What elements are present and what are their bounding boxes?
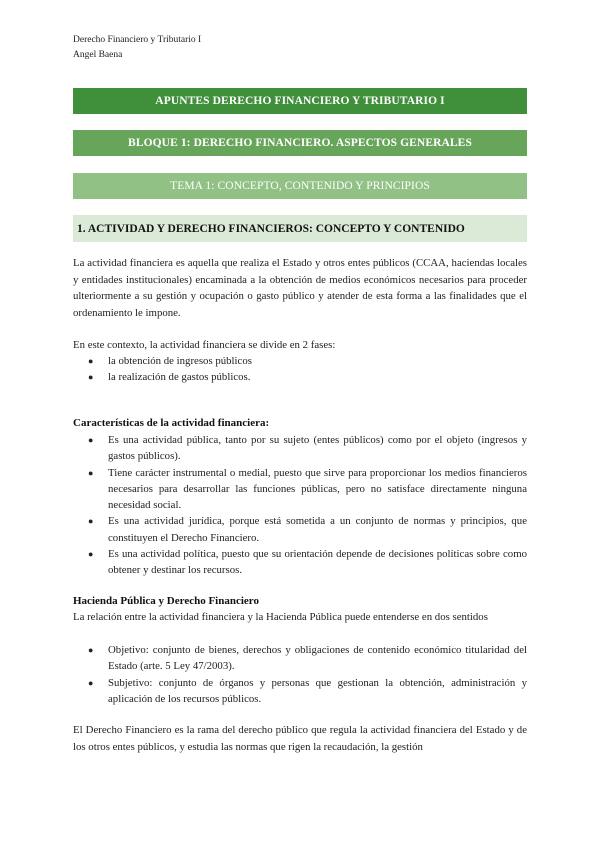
bullet-icon: ● [88, 372, 94, 383]
list-item: ● Objetivo: conjunto de bienes, derechos y obligaciones de contenido económico titularidad del Estado (arte. 5 Ley 47/2003). [88, 644, 527, 673]
hacienda-heading: Hacienda Pública y Derecho Financiero [73, 595, 259, 607]
context-paragraph: En este contexto, la actividad financiera se divide en 2 fases: [73, 339, 336, 351]
tema-banner: TEMA 1: CONCEPTO, CONTENIDO Y PRINCIPIOS [73, 173, 527, 199]
hacienda-senses-list [73, 642, 527, 707]
bullet-icon: ● [88, 435, 94, 445]
hacienda-paragraph: La relación entre la actividad financiera y la Hacienda Pública puede entenderse en dos sentidos [73, 611, 488, 623]
author-name: Angel Baena [73, 50, 123, 60]
characteristics-heading: Características de la actividad financiera: [73, 417, 270, 429]
list-item: ● Es una actividad jurídica, porque está sometida a un conjunto de normas y principios, que constituyen el Derecho Financiero. [88, 515, 527, 544]
phases-list [73, 353, 527, 386]
bloque-banner: BLOQUE 1: DERECHO FINANCIERO. ASPECTOS GENERALES [73, 130, 527, 156]
main-title-banner: APUNTES DERECHO FINANCIERO Y TRIBUTARIO I [73, 88, 527, 114]
section-title: 1. ACTIVIDAD Y DERECHO FINANCIEROS: CONCEPTO Y CONTENIDO [73, 215, 527, 242]
list-item: ● la obtención de ingresos públicos [73, 353, 527, 369]
course-name: Derecho Financiero y Tributario I [73, 35, 202, 45]
bullet-icon: ● [88, 467, 94, 478]
list-item: ● Tiene carácter instrumental o medial, puesto que sirve para proporcionar los medios financieros necesarios para desarrollar las funciones públicas, pero no satisface directamente ninguna necesidad social. [88, 466, 527, 512]
list-item: ● Es una actividad política, puesto que su orientación depende de decisiones políticas sobre como obtener y destinar los recursos. [88, 548, 527, 577]
bullet-icon: ● [88, 356, 94, 366]
characteristics-list [73, 432, 527, 579]
list-item: ● Es una actividad pública, tanto por su sujeto (entes públicos) como por el objeto (ingresos y gastos públicos). [88, 434, 527, 463]
bullet-icon: ● [88, 677, 94, 688]
closing-paragraph: El Derecho Financiero es la rama del derecho público que regula la actividad financiera del Estado y de los otros entes públicos, y estudia las normas que rigen la recaudación, la gestión [73, 724, 527, 753]
list-item: ● la realización de gastos públicos. [73, 369, 527, 385]
bullet-icon: ● [88, 549, 94, 560]
bullet-icon: ● [88, 645, 94, 655]
bullet-icon: ● [88, 516, 94, 527]
intro-paragraph: La actividad financiera es aquella que realiza el Estado y otros entes públicos (CCAA, haciendas locales y entidades institucionales) encaminada a la obtención de medios económicos necesarios para proceder ulteriormente a su gestión y ocupación o gasto público y atender de esta forma a las finalidades que el ordenamiento le impone. [73, 257, 527, 319]
list-item: ● Subjetivo: conjunto de órganos y personas que gestionan la obtención, administración y aplicación de los recursos públicos. [88, 676, 527, 705]
document-header [73, 33, 201, 63]
